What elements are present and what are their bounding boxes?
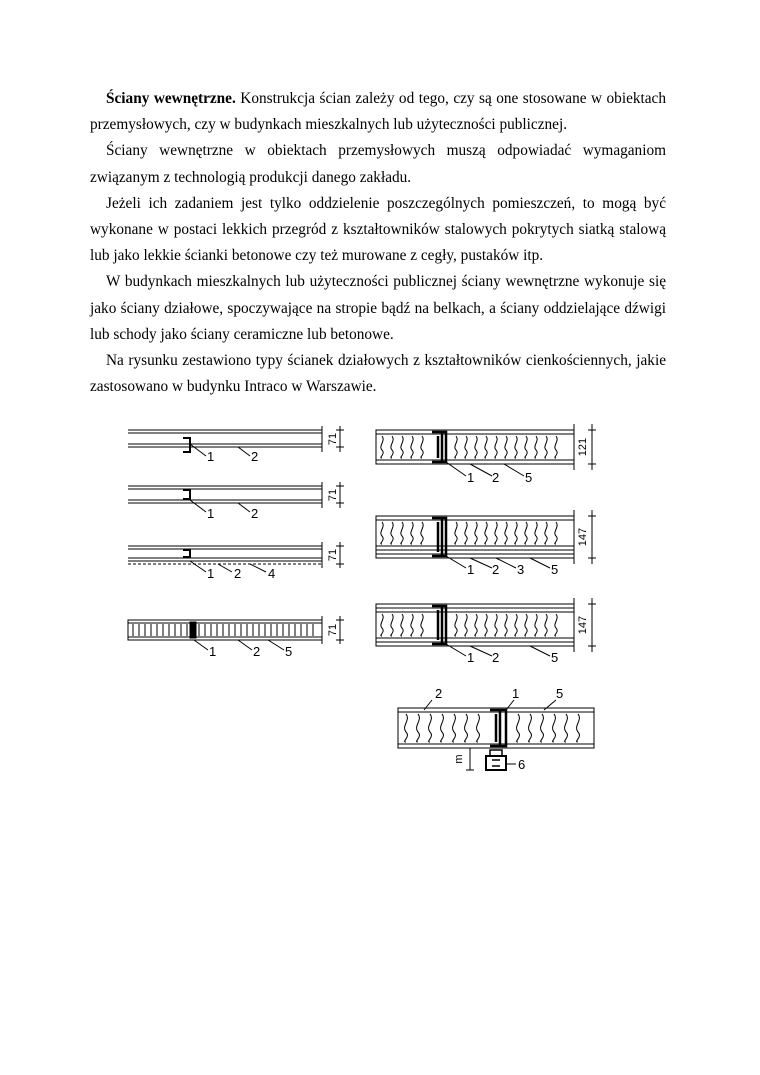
paragraph-1: Ściany wewnętrzne. Konstrukcja ścian zależy od tego, czy są one stosowane w obiektach przemysłowych, czy w budynkach mieszkalnych lub użyteczności publicznej. <box>90 90 666 134</box>
label: 1 <box>209 644 217 659</box>
label: 2 <box>492 562 500 577</box>
dimension-label: m <box>453 754 465 764</box>
label: 4 <box>268 566 276 581</box>
paragraph-4: W budynkach mieszkalnych lub użyteczności publicznej ściany wewnętrzne wykonuje się jako ściany działowe, spoczywające na stropie bądź na belkach, a ściany oddzielające dźwigi lub schody jako ściany ceramiczne lub betonowe. <box>90 273 666 343</box>
label: 1 <box>467 650 475 665</box>
left-section-1 <box>128 426 344 456</box>
paragraph-5: Na rysunku zestawiono typy ścianek działowych z kształtowników cienkościennych, jakie zastosowano w budynku Intraco w Warszawie. <box>90 352 666 396</box>
label: 2 <box>492 650 500 665</box>
label: 1 <box>467 562 475 577</box>
right-section-2 <box>376 510 596 568</box>
bottom-section <box>398 700 594 770</box>
label: 2 <box>251 449 259 464</box>
label: 2 <box>253 644 261 659</box>
right-section-1 <box>376 424 596 476</box>
paragraph-3: Jeżeli ich zadaniem jest tylko oddzielenie poszczególnych pomieszczeń, to mogą być wykonane w postaci lekkich przegród z kształtowników stalowych pokrytych siatką stalową lub jako lekkie ścianki betonowe czy też murowane z cegły, pustaków itp. <box>90 194 666 265</box>
label: 2 <box>435 686 443 701</box>
label: 2 <box>251 506 259 521</box>
dimension-label: 147 <box>577 615 589 635</box>
section-heading: Ściany wewnętrzne. <box>106 90 236 107</box>
dimension-label: 121 <box>577 437 589 457</box>
right-section-3 <box>376 598 596 656</box>
label: 5 <box>525 470 533 485</box>
label: 1 <box>467 470 475 485</box>
left-section-4 <box>128 616 344 650</box>
label: 1 <box>207 449 215 464</box>
label: 1 <box>207 506 215 521</box>
dimension-label: 71 <box>327 623 339 637</box>
label: 2 <box>492 470 500 485</box>
paragraph-2: Ściany wewnętrzne w obiektach przemysłowych muszą odpowiadać wymaganiom związanym z technologią produkcji danego zakładu. <box>90 142 666 186</box>
label: 1 <box>207 566 215 581</box>
label: 5 <box>285 644 293 659</box>
label: 3 <box>517 562 525 577</box>
label: 5 <box>556 686 564 701</box>
dimension-label: 147 <box>577 527 589 547</box>
dimension-label: 71 <box>327 548 339 562</box>
dimension-label: 71 <box>327 432 339 446</box>
dimension-label: 71 <box>327 488 339 502</box>
label: 2 <box>234 566 242 581</box>
left-section-2 <box>128 482 344 512</box>
label: 6 <box>518 757 526 772</box>
label: 5 <box>551 562 559 577</box>
label: 1 <box>512 686 520 701</box>
label: 5 <box>551 650 559 665</box>
